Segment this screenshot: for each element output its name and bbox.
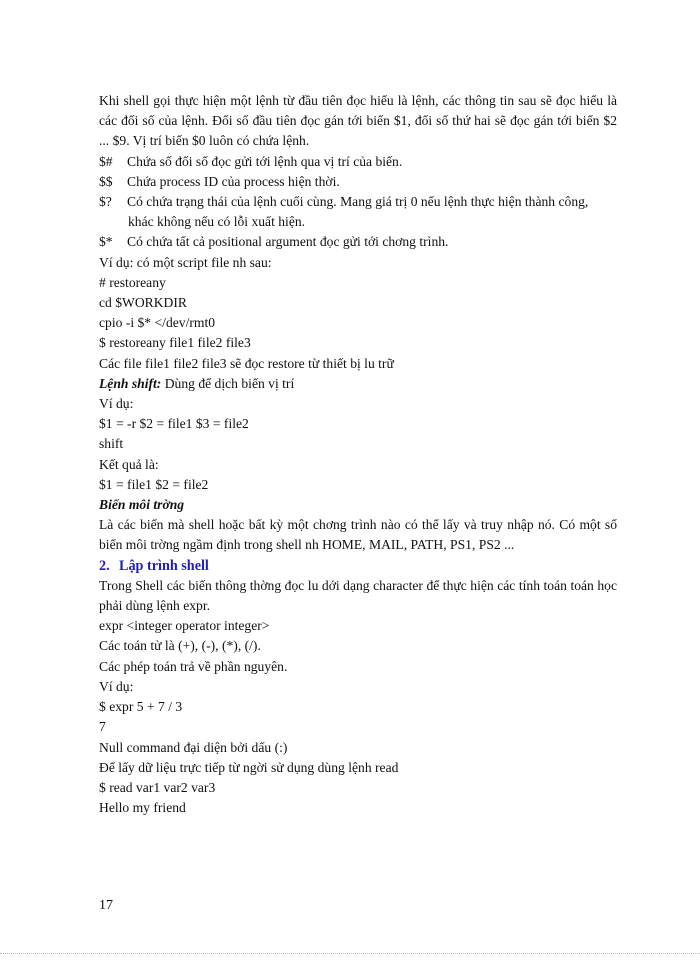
expr-line: 7: [99, 719, 106, 735]
shift-line: Ví dụ:: [99, 396, 134, 412]
var-desc-status-cont: khác không nếu có lỗi xuất hiện.: [128, 214, 306, 230]
var-name: $?: [99, 194, 112, 210]
script-line: cpio -i $* </dev/rmt0: [99, 315, 216, 331]
shift-heading: Lệnh shift:: [99, 375, 162, 391]
var-name: $*: [99, 234, 113, 250]
script-line: cd $WORKDIR: [99, 295, 187, 311]
var-desc-pid: [99, 172, 617, 192]
script-line: # restoreany: [99, 274, 166, 290]
expr-line: Null command đại diện bởi dấu (:): [99, 739, 288, 755]
shift-line: $1 = file1 $2 = file2: [99, 476, 209, 492]
script-line: Các file file1 file2 file3 sẽ đọc restore từ thiết bị lu trữ: [99, 355, 394, 371]
expr-line: expr <integer operator integer>: [99, 618, 270, 634]
var-text: Có chứa trạng thái của lệnh cuối cùng. Mang giá trị 0 nếu lệnh thực hiện thành công,: [127, 194, 589, 210]
page-bottom-divider: [0, 953, 700, 954]
example-intro: Ví dụ: có một script file nh sau:: [99, 254, 272, 270]
script-line: $ restoreany file1 file2 file3: [99, 335, 251, 351]
intro-paragraph: Khi shell gọi thực hiện một lệnh từ đầu tiên đọc hiểu là lệnh, các thông tin sau sẽ đọc hiểu là các đối số của lệnh. Đối số đầu tiên đọc gán tới biến $1, đối số thứ hai sẽ đọc gán tới biến $2 ... $9. Vị trí biến $0 luôn có chứa lệnh.: [99, 93, 617, 149]
var-name: $$: [99, 173, 113, 189]
shift-description: Dùng để dịch biến vị trí: [161, 375, 295, 391]
expr-line: Để lấy dữ liệu trực tiếp từ ngời sử dụng dùng lệnh read: [99, 759, 399, 775]
section-title: Lập trình shell: [119, 557, 209, 574]
page-number: 17: [99, 898, 113, 913]
var-text: Chứa process ID của process hiện thời.: [127, 173, 340, 189]
shift-line: Kết quả là:: [99, 456, 159, 472]
env-paragraph: Là các biến mà shell hoặc bất kỳ một chơng trình nào có thể lấy và truy nhập nó. Có một số biến môi trờng ngầm định trong shell nh HOME, MAIL, PATH, PS1, PS2 ...: [99, 517, 617, 553]
section-number: 2.: [99, 557, 110, 574]
var-desc-count: [99, 152, 617, 172]
expr-line: Các toán tử là (+), (-), (*), (/).: [99, 638, 261, 654]
section-heading: [99, 556, 617, 576]
var-text: Chứa số đối số đọc gửi tới lệnh qua vị trí của biến.: [127, 153, 403, 169]
shift-line: $1 = -r $2 = file1 $3 = file2: [99, 416, 249, 432]
page-body: [99, 91, 617, 818]
expr-line: Các phép toán trả về phần nguyên.: [99, 658, 288, 674]
expr-line: Ví dụ:: [99, 678, 134, 694]
var-desc-status: [99, 192, 617, 212]
var-name: $#: [99, 153, 113, 169]
expr-line: $ read var1 var2 var3: [99, 779, 216, 795]
var-desc-args: [99, 232, 617, 252]
var-text: Có chứa tất cả positional argument đọc gửi tới chơng trình.: [127, 234, 449, 250]
shift-definition: [99, 374, 617, 394]
env-heading: Biến môi trờng: [99, 497, 185, 513]
section-paragraph: Trong Shell các biến thông thờng đọc lu dới dạng character để thực hiện các tính toán toán học phải dùng lệnh expr.: [99, 577, 617, 614]
expr-line: $ expr 5 + 7 / 3: [99, 699, 183, 715]
shift-line: shift: [99, 436, 124, 452]
expr-line: Hello my friend: [99, 800, 186, 816]
